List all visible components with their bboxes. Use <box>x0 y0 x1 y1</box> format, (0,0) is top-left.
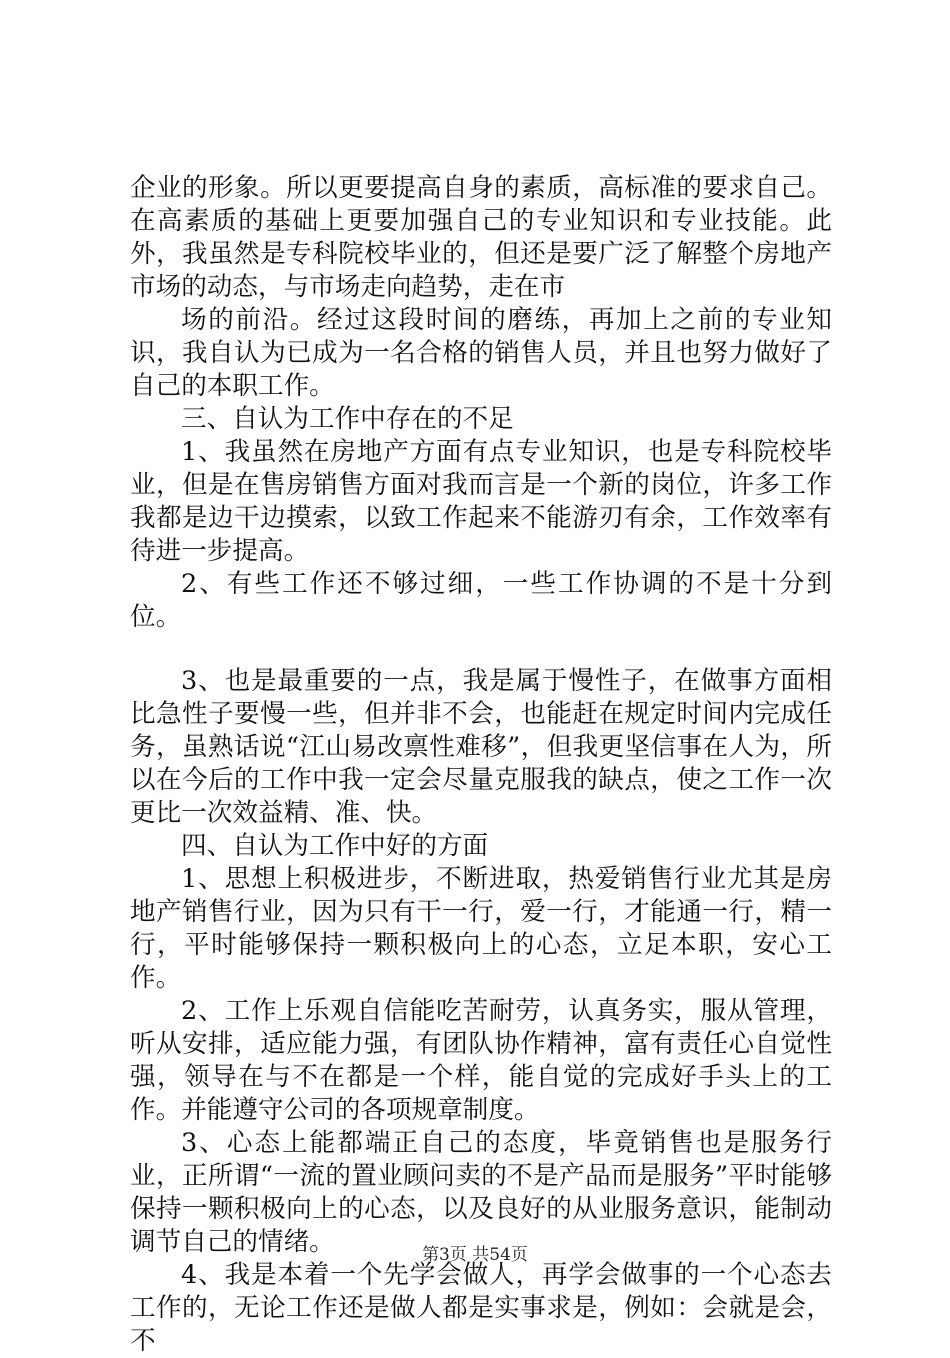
section-heading: 三、自认为工作中存在的不足 <box>181 404 514 434</box>
paragraph: 3、心态上能都端正自己的态度，毕竟销售也是服务行业，正所谓“一流的置业顾问卖的不是产品而是服务”平时能够保持一颗积极向上的心态，以及良好的从业服务意识，能制动调节自己的情绪。 <box>130 1128 832 1257</box>
paragraph: 2、有些工作还不够过细，一些工作协调的不是十分到位。 <box>130 569 832 632</box>
paragraph: 场的前沿。经过这段时间的磨练，再加上之前的专业知识，我自认为已成为一名合格的销售人员，并且也努力做好了自己的本职工作。 <box>130 305 832 401</box>
page-number-footer: 第3页 共54页 <box>422 1245 528 1265</box>
section-heading: 四、自认为工作中好的方面 <box>181 831 489 861</box>
paragraph: 1、我虽然在房地产方面有点专业知识，也是专科院校毕业，但是在售房销售方面对我而言是一个新的岗位，许多工作我都是边干边摸索，以致工作起来不能游刃有余，工作效率有待进一步提高。 <box>130 437 832 566</box>
document-body <box>130 172 832 1358</box>
paragraph: 2、工作上乐观自信能吃苦耐劳，认真务实，服从管理，听从安排，适应能力强，有团队协作精神，富有责任心自觉性强，领导在与不在都是一个样，能自觉的完成好手头上的工作。并能遵守公司的各项规章制度。 <box>130 996 832 1125</box>
paragraph: 3、也是最重要的一点，我是属于慢性子，在做事方面相比急性子要慢一些，但并非不会，也能赶在规定时间内完成任务，虽熟话说“江山易改禀性难移”，但我更坚信事在人为，所以在今后的工作中我一定会尽量克服我的缺点，使之工作一次更比一次效益精、准、快。 <box>130 666 832 828</box>
paragraph: 1、思想上积极进步，不断进取，热爱销售行业尤其是房地产销售行业，因为只有干一行，爱一行，才能通一行，精一行，平时能够保持一颗积极向上的心态，立足本职，安心工作。 <box>130 864 832 993</box>
paragraph: 企业的形象。所以更要提高自身的素质，高标准的要求自己。在高素质的基础上更要加强自己的专业知识和专业技能。此外，我虽然是专科院校毕业的，但还是要广泛了解整个房地产市场的动态，与市场走向趋势，走在市 <box>130 173 832 302</box>
paragraph: 4、我是本着一个先学会做人，再学会做事的一个心态去工作的，无论工作还是做人都是实事求是，例如：会就是会，不 <box>130 1260 832 1356</box>
